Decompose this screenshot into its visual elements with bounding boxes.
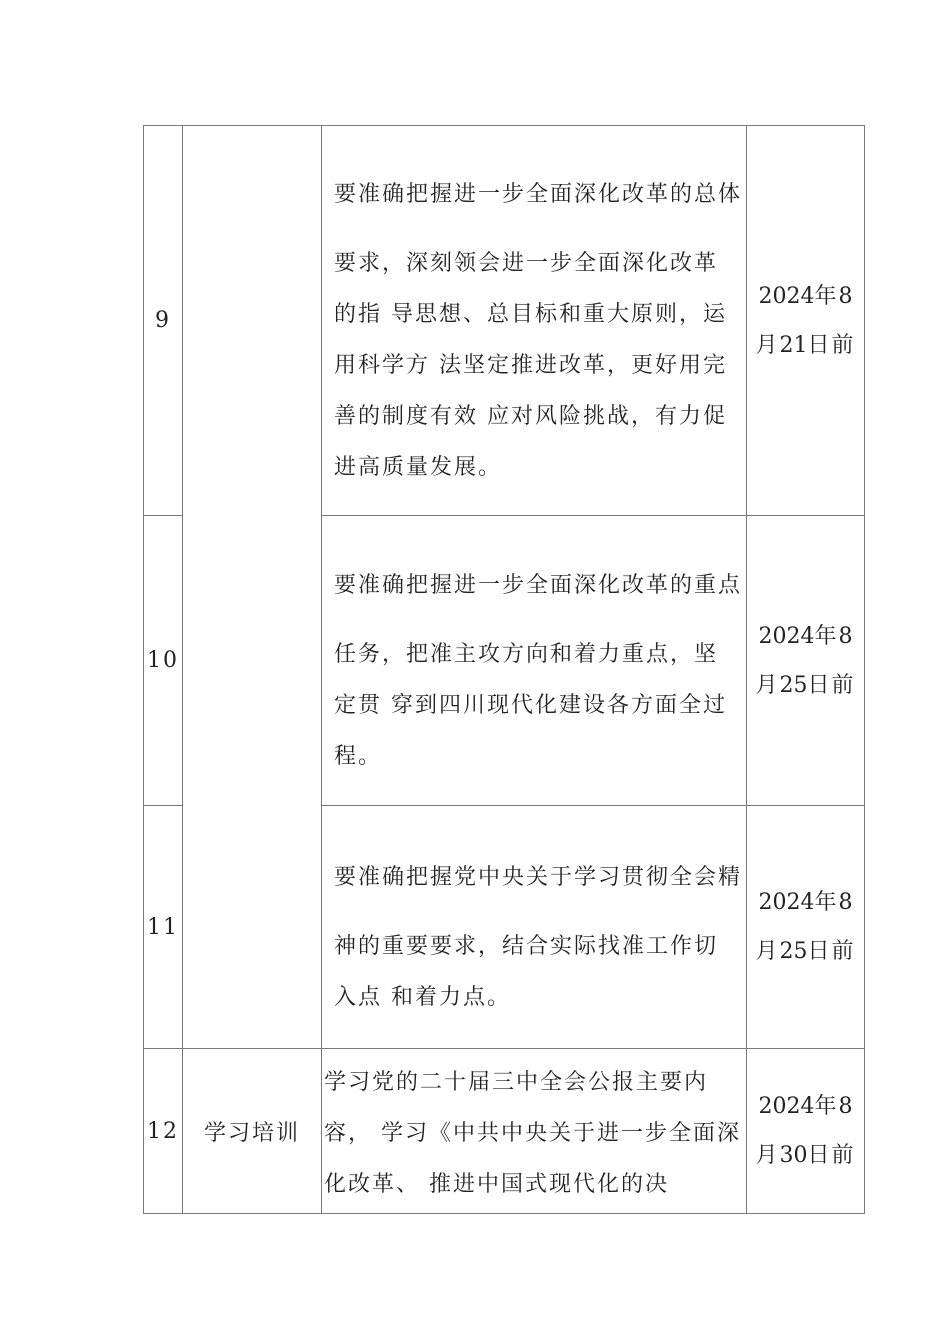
table-row [144,126,865,516]
deadline-year: 2024 [758,1094,815,1119]
content-cell [322,516,747,806]
deadline-month-char: 月 [755,939,780,964]
deadline-month: 8 [838,623,853,649]
deadline-year: 2024 [758,623,815,649]
content-line-a: 要准确把握进一步全面深化改革的重点 [334,572,743,598]
deadline-cell [747,516,865,806]
content-cell [322,806,747,1049]
content-cell [322,1049,747,1214]
deadline-month: 8 [838,890,853,915]
content-line-b: 神的重要要求，结合实际找准工作切入点 和着力点。 [334,933,719,1010]
row-number: 10 [144,516,183,806]
work-plan-table [143,125,865,1214]
deadline-day-char: 日前 [807,332,856,358]
deadline-cell [747,1049,865,1214]
deadline-day: 25 [779,939,808,964]
row-number: 9 [144,126,183,516]
deadline-day-char: 日前 [807,672,856,698]
deadline-month-char: 月 [755,672,780,698]
content-line-a: 要准确把握党中央关于学习贯彻全会精 [334,864,743,890]
deadline-day: 30 [779,1143,808,1168]
deadline-cell [747,126,865,516]
category-cell: 学习培训 [183,1049,322,1214]
deadline-year-char: 年 [814,1094,839,1119]
deadline-year-char: 年 [814,283,839,309]
content-line-b: 任务，把准主攻方向和着力重点，坚定贯 穿到四川现代化建设各方面全过程。 [334,641,727,769]
deadline-day-char: 日前 [807,1143,856,1168]
row-number: 11 [144,806,183,1049]
row-number: 12 [144,1049,183,1214]
deadline-month: 8 [838,1094,853,1119]
content-line-b: 要求，深刻领会进一步全面深化改革的指 导思想、总目标和重大原则，运用科学方 法坚定推进改革，更好用完善的制度有效 应对风险挑战，有力促进高质量发展。 [334,250,727,480]
content-cell [322,126,747,516]
deadline-year: 2024 [758,283,815,309]
content-text: 学习党的二十届三中全会公报主要内容， 学习《中共中央关于进一步全面深化改革、 推进中国式现代化的决 [324,1069,741,1197]
deadline-month-char: 月 [755,1143,780,1168]
deadline-cell [747,806,865,1049]
deadline-day: 21 [779,332,808,358]
deadline-day-char: 日前 [807,939,856,964]
deadline-month: 8 [838,283,853,309]
deadline-year-char: 年 [814,890,839,915]
deadline-year: 2024 [758,890,815,915]
table-row [144,1049,865,1214]
deadline-day: 25 [779,672,808,698]
category-cell-merged [183,126,322,1049]
content-line-a: 要准确把握进一步全面深化改革的总体 [334,181,743,207]
deadline-month-char: 月 [755,332,780,358]
deadline-year-char: 年 [814,623,839,649]
